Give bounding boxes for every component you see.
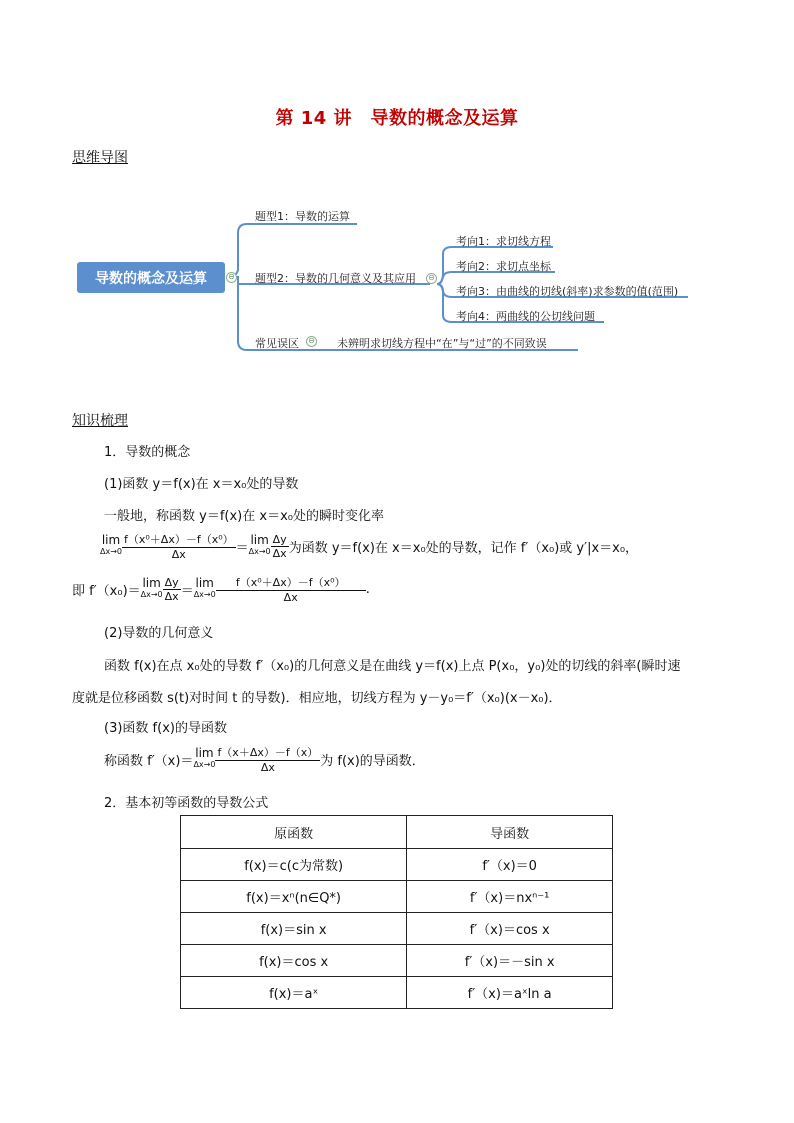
original-function: f(x)＝sin x <box>181 913 407 945</box>
definition-tail: 为函数 y＝f(x)在 x＝x₀处的导数，记作 f′（x₀)或 y′|x＝x₀， <box>288 540 639 556</box>
collapse-icon[interactable]: ⊖ <box>426 273 437 284</box>
section-1-title: 1．导数的概念 <box>104 445 191 460</box>
derivative-formula-table <box>180 815 613 1009</box>
page-title: 第 14 讲 导数的概念及运算 <box>275 108 519 129</box>
limit-operator: lim Δx→0 <box>140 576 163 599</box>
aspect-1[interactable]: 考向1：求切线方程 <box>456 235 551 248</box>
original-function: f(x)＝cos x <box>181 945 407 977</box>
derivative-function: f′（x)＝0 <box>407 849 613 881</box>
aspect-4[interactable]: 考向4：两曲线的公切线问题 <box>456 310 595 323</box>
limit-operator: lim Δx→0 <box>193 746 216 769</box>
derivative-function: f′（x)＝nxⁿ⁻¹ <box>407 881 613 913</box>
aspect-3[interactable]: 考向3：由曲线的切线(斜率)求参数的值(范围) <box>456 285 679 298</box>
table-row <box>181 977 613 1009</box>
section-1-3-title: (3)函数 f(x)的导函数 <box>104 721 227 736</box>
derivative-function: f′（x)＝aˣln a <box>407 977 613 1009</box>
branch-misconception[interactable]: 常见误区 <box>255 337 299 350</box>
derivative-function: f′（x)＝－sin x <box>407 945 613 977</box>
geometric-meaning-line-1: 函数 f(x)在点 x₀处的导数 f′（x₀)的几何意义是在曲线 y＝f(x)上点 P(x₀，y₀)处的切线的斜率(瞬时速 <box>104 659 681 674</box>
misconception-item[interactable]: 未辨明求切线方程中“在”与“过”的不同致误 <box>337 337 547 350</box>
original-function: f(x)＝c(c为常数) <box>181 849 407 881</box>
branch-type1[interactable]: 题型1：导数的运算 <box>255 210 350 223</box>
geometric-meaning-line-2: 度就是位移函数 s(t)对时间 t 的导数)．相应地，切线方程为 y－y₀＝f′（x₀)(x－x₀)． <box>72 691 562 706</box>
derivative-definition: lim Δx→0 $\frac{\text{f（x⁰＋Δx）－f（x⁰）}}{\Delta x}$ ＝ lim Δx→0 $\frac{\Delta y}{\Delta x}$ 为函数 y＝f(x)在 x＝x₀处的导数，记作 f′（x₀)或 y′|x＝x₀， <box>100 532 639 561</box>
original-function: f(x)＝xⁿ(n∈Q*) <box>181 881 407 913</box>
column-header-derivative: 导函数 <box>407 816 613 849</box>
collapse-icon[interactable]: ⊖ <box>306 336 317 347</box>
derived-function-definition: 称函数 f′（x)＝ lim Δx→0 $\frac{f(x+\Delta x)-f(x)}{\Delta x}$ 为 f(x)的导函数． <box>104 746 425 774</box>
limit-operator: lim Δx→0 <box>248 533 271 556</box>
table-row <box>181 849 613 881</box>
collapse-icon[interactable]: ⊖ <box>226 272 237 283</box>
table-row <box>181 945 613 977</box>
difference-quotient: $\frac{\text{f（x⁰＋Δx）－f（x⁰）}}{\Delta x}$ <box>124 533 234 561</box>
derivative-function: f′（x)＝cos x <box>407 913 613 945</box>
limit-operator: lim Δx→0 <box>100 533 122 556</box>
mind-map-root[interactable]: 导数的概念及运算 <box>77 262 225 293</box>
section-1-1-title: (1)函数 y＝f(x)在 x＝x₀处的导数 <box>104 477 299 492</box>
derivative-notation: 即 f′（x₀)＝ lim Δx→0 $\frac{\Delta y}{\Delta x}$ ＝ lim Δx→0 $\frac{\text{f（x⁰＋Δx）－f（x⁰）}}{\Delta x}$ . <box>72 575 370 604</box>
table-header-row <box>181 816 613 849</box>
table-row <box>181 881 613 913</box>
branch-type2[interactable]: 题型2：导数的几何意义及其应用 <box>255 272 416 285</box>
original-function: f(x)＝aˣ <box>181 977 407 1009</box>
delta-ratio: $\frac{\Delta y}{\Delta x}$ <box>272 532 287 560</box>
table-row <box>181 913 613 945</box>
limit-operator: lim Δx→0 <box>193 576 216 599</box>
delta-ratio: $\frac{\Delta y}{\Delta x}$ <box>164 575 179 603</box>
aspect-2[interactable]: 考向2：求切点坐标 <box>456 260 551 273</box>
difference-quotient: $\frac{\text{f（x⁰＋Δx）－f（x⁰）}}{\Delta x}$ <box>216 574 366 604</box>
section-1-1-text: 一般地，称函数 y＝f(x)在 x＝x₀处的瞬时变化率 <box>104 509 384 524</box>
column-header-original: 原函数 <box>181 816 407 849</box>
mind-map-heading: 思维导图 <box>72 150 128 166</box>
section-2-title: 2．基本初等函数的导数公式 <box>104 796 269 811</box>
knowledge-heading: 知识梳理 <box>72 413 128 429</box>
section-1-2-title: (2)导数的几何意义 <box>104 626 214 641</box>
difference-quotient: $\frac{f(x+\Delta x)-f(x)}{\Delta x}$ <box>217 746 319 774</box>
